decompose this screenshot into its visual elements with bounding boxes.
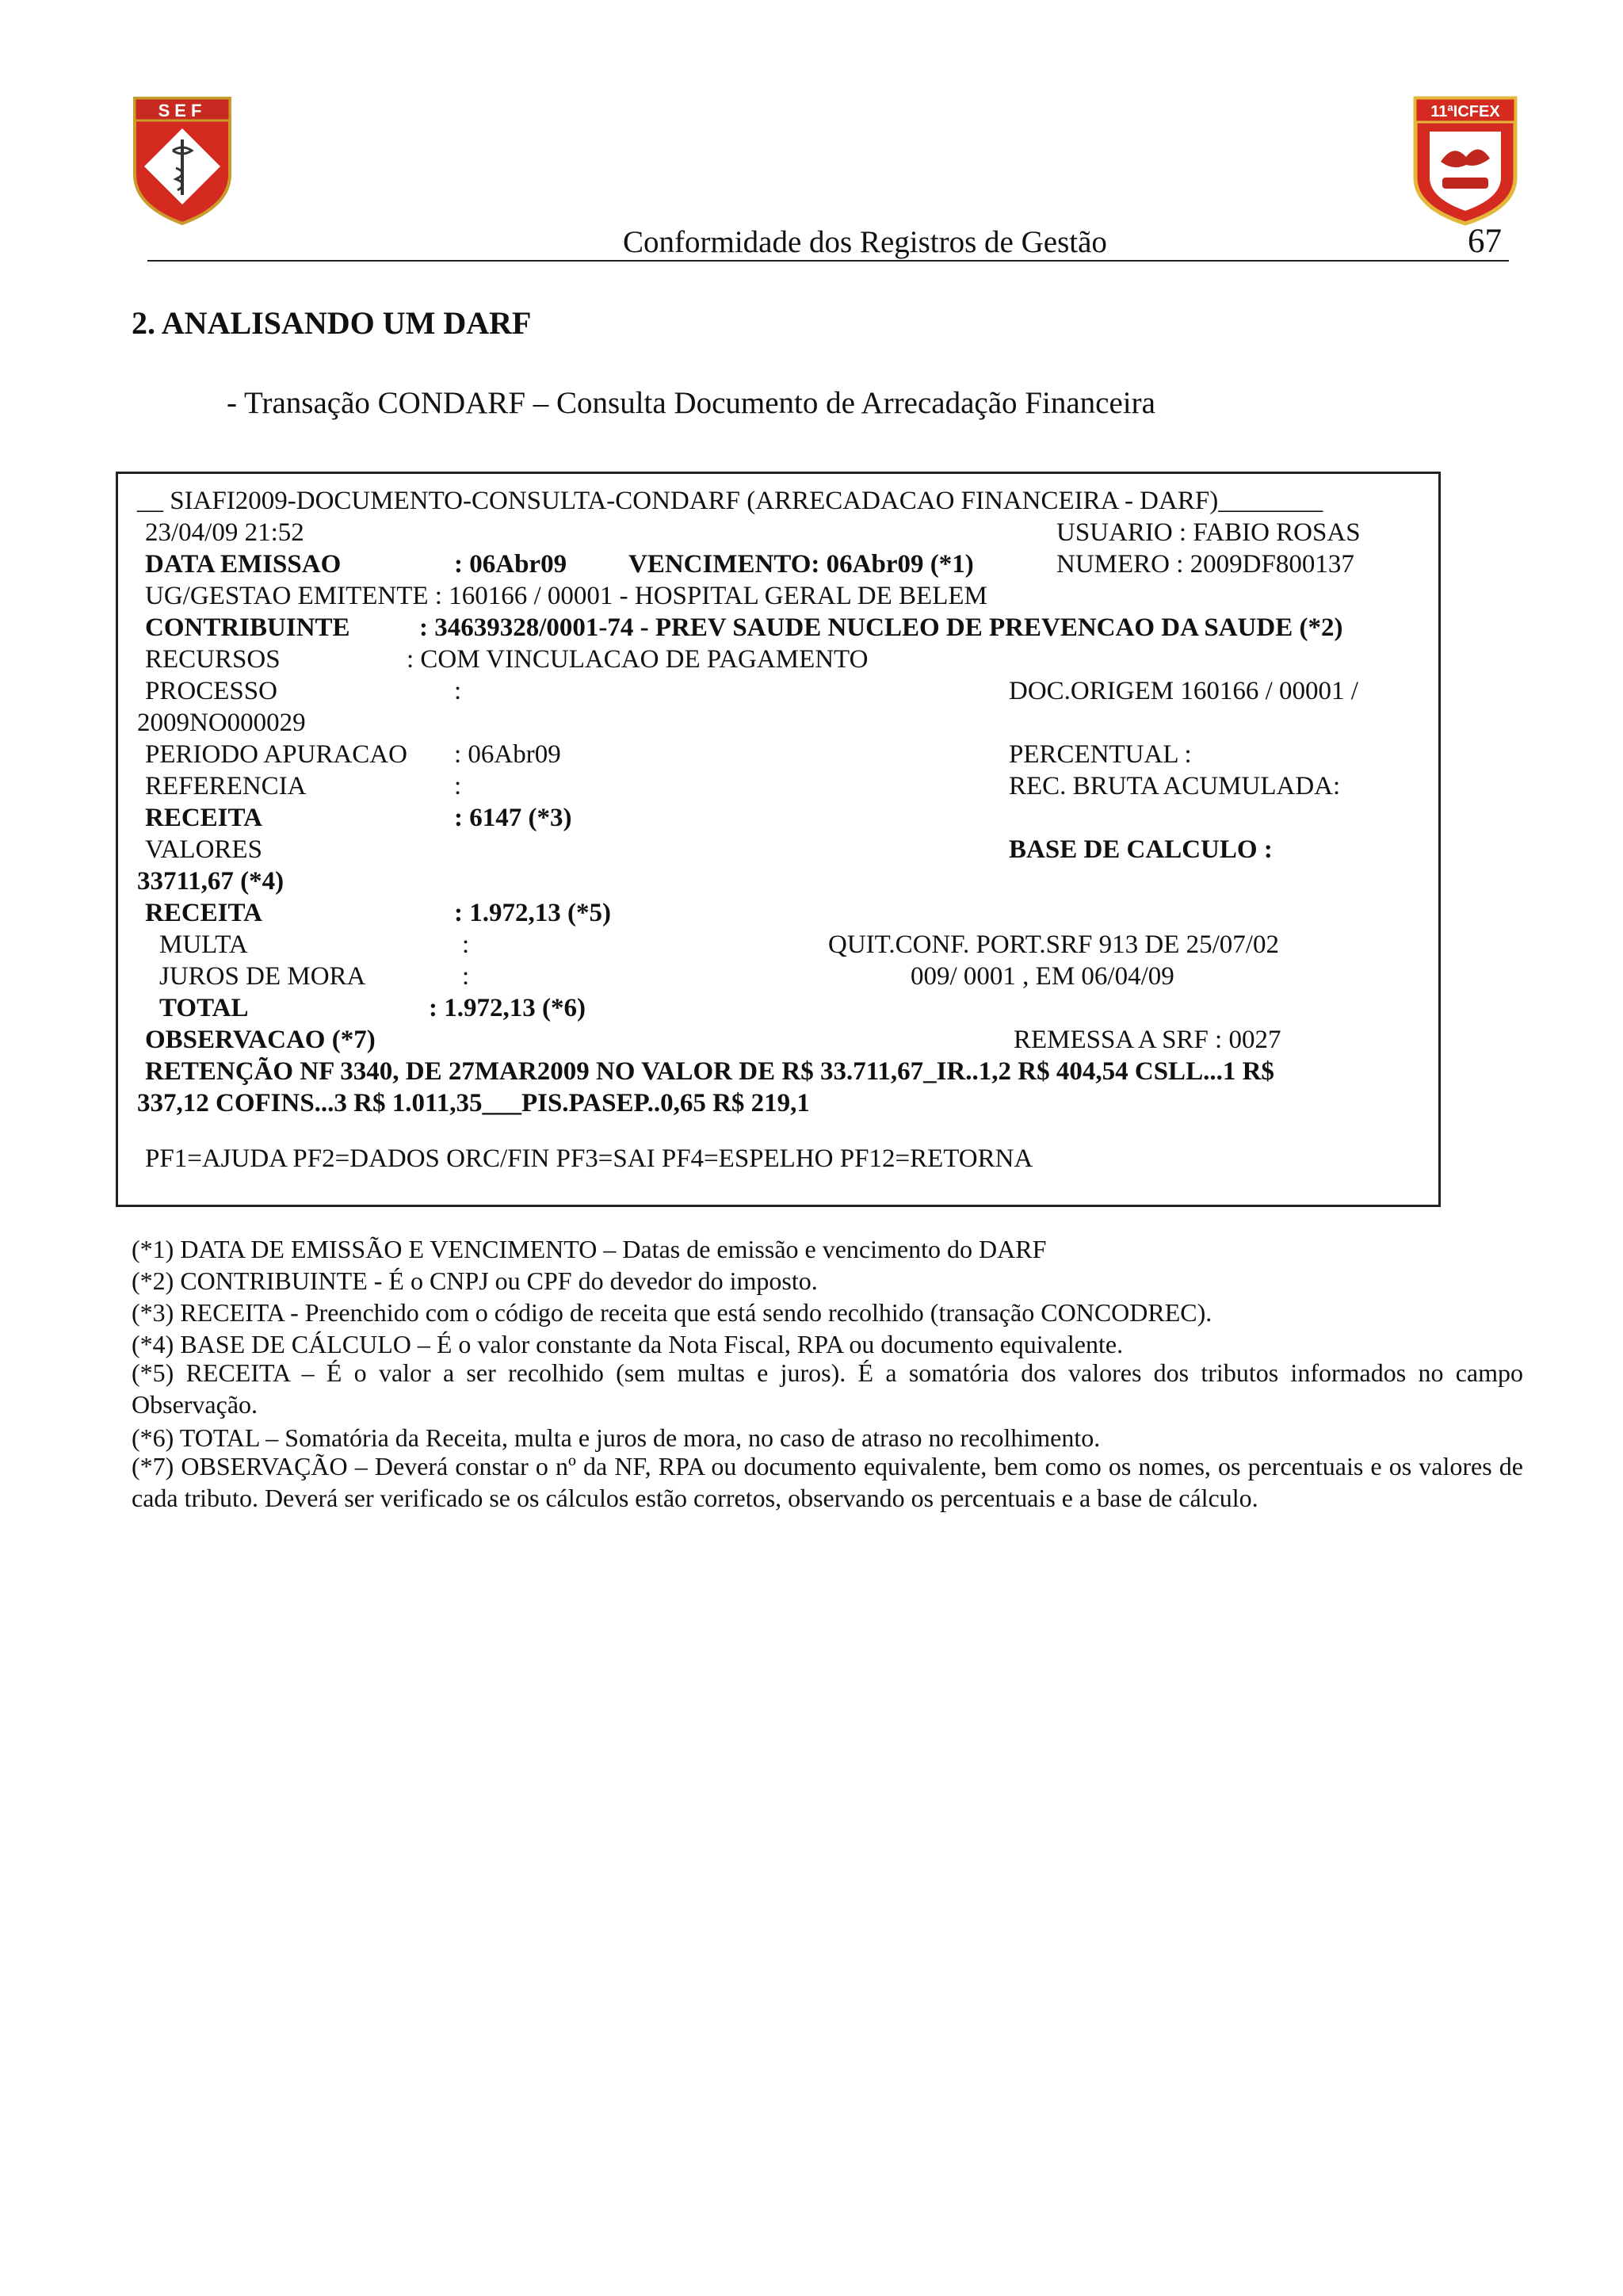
note-2: (*2) CONTRIBUINTE - É o CNPJ ou CPF do devedor do imposto. bbox=[132, 1266, 818, 1295]
icfex-logo-text: 11ªICFEX bbox=[1430, 103, 1500, 120]
juros-mora-value: : bbox=[462, 962, 470, 991]
recursos-value: : COM VINCULACAO DE PAGAMENTO bbox=[407, 645, 869, 674]
referencia-value: : bbox=[454, 772, 462, 800]
observacao-line-2: 337,12 COFINS...3 R$ 1.011,35___PIS.PASEP..0,65 R$ 219,1 bbox=[137, 1089, 810, 1117]
pf-keys-line: PF1=AJUDA PF2=DADOS ORC/FIN PF3=SAI PF4=ESPELHO PF12=RETORNA bbox=[145, 1144, 1033, 1173]
data-emissao-label: DATA EMISSAO bbox=[145, 550, 342, 579]
ug-gestao-field: UG/GESTAO EMITENTE : 160166 / 00001 - HOSPITAL GERAL DE BELEM bbox=[145, 582, 987, 610]
receita-label: RECEITA bbox=[145, 804, 262, 832]
base-calculo-field: BASE DE CALCULO : bbox=[1009, 835, 1273, 864]
contribuinte-label: CONTRIBUINTE bbox=[145, 613, 350, 642]
terminal-title-line: __ SIAFI2009-DOCUMENTO-CONSULTA-CONDARF (ARRECADACAO FINANCEIRA - DARF)________ bbox=[137, 487, 1323, 515]
sef-logo-text: SEF bbox=[158, 101, 207, 120]
vencimento-field: VENCIMENTO: 06Abr09 (*1) bbox=[628, 550, 974, 579]
numero-field: NUMERO : 2009DF800137 bbox=[1056, 550, 1354, 579]
percentual-field: PERCENTUAL : bbox=[1009, 740, 1192, 769]
remessa-field: REMESSA A SRF : 0027 bbox=[1014, 1026, 1281, 1054]
note-3: (*3) RECEITA - Preenchido com o código de receita que está sendo recolhido (transação CONCODREC). bbox=[132, 1298, 1212, 1327]
data-emissao-value: : 06Abr09 bbox=[454, 550, 567, 579]
referencia-label: REFERENCIA bbox=[145, 772, 307, 800]
juros-mora-label: JUROS DE MORA bbox=[159, 962, 366, 991]
condarf-terminal-screen bbox=[116, 472, 1441, 1207]
total-label: TOTAL bbox=[159, 994, 249, 1022]
doc-origem-continuation: 2009NO000029 bbox=[137, 709, 306, 737]
terminal-datetime: 23/04/09 21:52 bbox=[145, 518, 304, 547]
valores-label: VALORES bbox=[145, 835, 262, 864]
multa-value: : bbox=[462, 930, 470, 959]
terminal-usuario: USUARIO : FABIO ROSAS bbox=[1056, 518, 1361, 547]
processo-label: PROCESSO bbox=[145, 677, 277, 705]
recursos-label: RECURSOS bbox=[145, 645, 281, 674]
section-title: 2. ANALISANDO UM DARF bbox=[132, 305, 532, 341]
icfex-shield-logo bbox=[1412, 95, 1518, 227]
doc-origem-field: DOC.ORIGEM 160166 / 00001 / bbox=[1009, 677, 1358, 705]
rec-bruta-field: REC. BRUTA ACUMULADA: bbox=[1009, 772, 1341, 800]
receita-value: : 6147 (*3) bbox=[454, 804, 572, 832]
quit-conf-field: QUIT.CONF. PORT.SRF 913 DE 25/07/02 bbox=[828, 930, 1279, 959]
quit-conf-continuation: 009/ 0001 , EM 06/04/09 bbox=[911, 962, 1174, 991]
page-header-title: Conformidade dos Registros de Gestão bbox=[623, 225, 1107, 259]
periodo-apuracao-label: PERIODO APURACAO bbox=[145, 740, 407, 769]
note-1: (*1) DATA DE EMISSÃO E VENCIMENTO – Datas de emissão e vencimento do DARF bbox=[132, 1235, 1047, 1263]
note-5: (*5) RECEITA – É o valor a ser recolhido (sem multas e juros). É a somatória dos valores dos tributos informados no campo Observação. bbox=[132, 1358, 1523, 1419]
multa-label: MULTA bbox=[159, 930, 248, 959]
page-number: 67 bbox=[1468, 223, 1502, 260]
note-6: (*6) TOTAL – Somatória da Receita, multa e juros de mora, no caso de atraso no recolhimento. bbox=[132, 1423, 1101, 1452]
observacao-label: OBSERVACAO (*7) bbox=[145, 1026, 376, 1054]
note-7: (*7) OBSERVAÇÃO – Deverá constar o nº da NF, RPA ou documento equivalente, bem como os nomes, os percentuais e os valores de cada tributo. Deverá ser verificado se os cálculos estão corretos, observando os percentuais e a base de cálculo. bbox=[132, 1452, 1523, 1512]
note-4: (*4) BASE DE CÁLCULO – É o valor constante da Nota Fiscal, RPA ou documento equivalente. bbox=[132, 1330, 1124, 1358]
observacao-line-1: RETENÇÃO NF 3340, DE 27MAR2009 NO VALOR DE R$ 33.711,67_IR..1,2 R$ 404,54 CSLL...1 R$ bbox=[145, 1057, 1274, 1086]
total-value: : 1.972,13 (*6) bbox=[429, 994, 586, 1022]
section-subtitle: - Transação CONDARF – Consulta Documento de Arrecadação Financeira bbox=[227, 386, 1155, 420]
processo-value: : bbox=[454, 677, 462, 705]
receita-valor-label: RECEITA bbox=[145, 899, 262, 927]
header-rule bbox=[147, 260, 1509, 262]
sef-shield-logo bbox=[132, 95, 233, 227]
receita-valor-value: : 1.972,13 (*5) bbox=[454, 899, 611, 927]
base-calculo-continuation: 33711,67 (*4) bbox=[137, 867, 285, 896]
periodo-apuracao-value: : 06Abr09 bbox=[454, 740, 561, 769]
contribuinte-value: : 34639328/0001-74 - PREV SAUDE NUCLEO DE PREVENCAO DA SAUDE (*2) bbox=[419, 613, 1343, 642]
